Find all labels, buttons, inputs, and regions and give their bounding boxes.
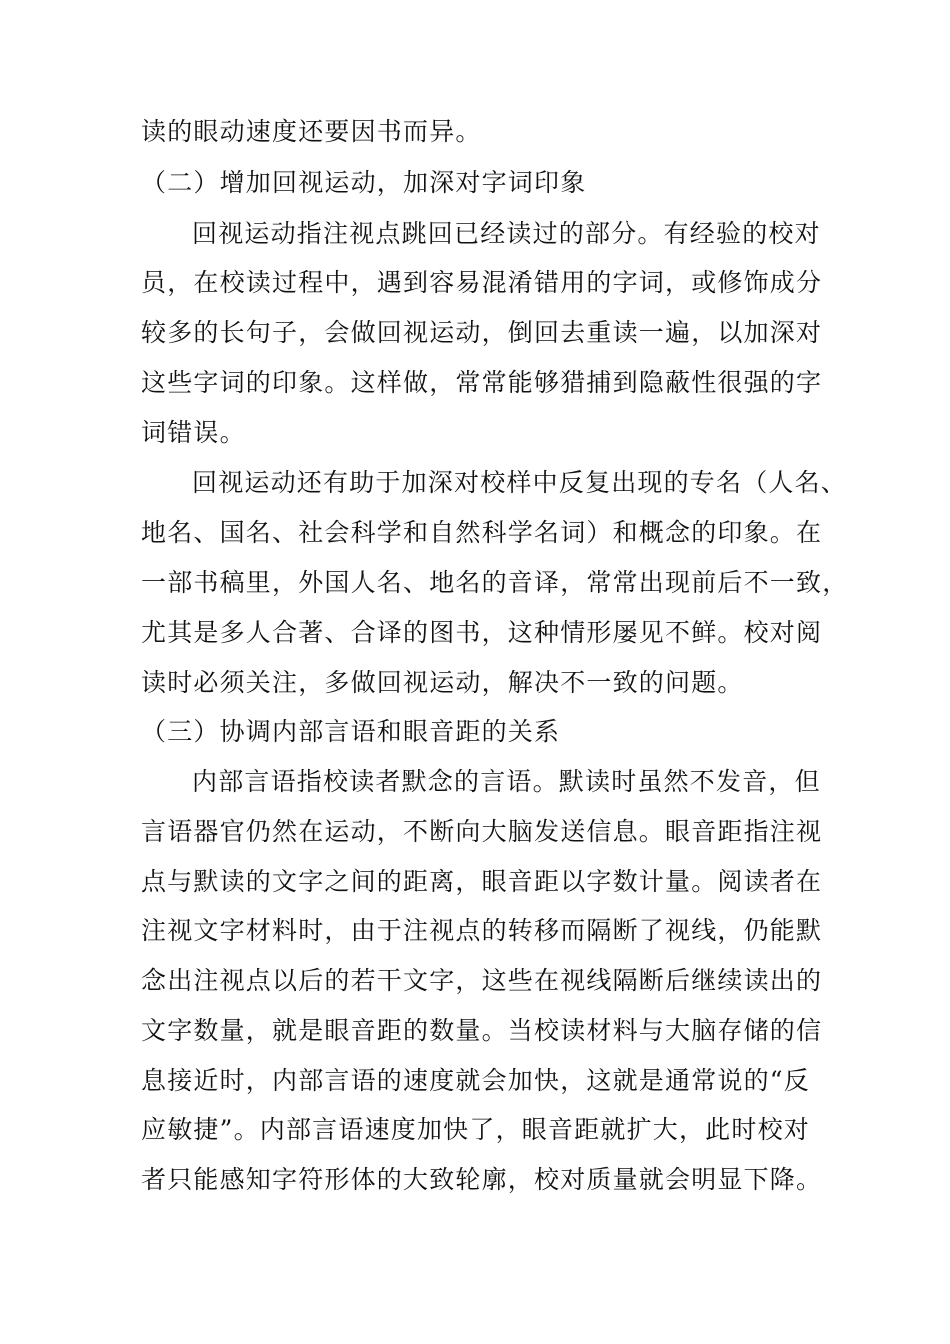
text-line-11: 尤其是多人合著、合译的图书，这种情形屡见不鲜。校对阅 <box>141 618 823 647</box>
text-line-8: 回视运动还有助于加深对校样中反复出现的专名（人名、 <box>192 468 848 497</box>
text-line-14: 内部言语指校读者默念的言语。默读时虽然不发音，但 <box>192 767 821 796</box>
text-line-6: 这些字词的印象。这样做，常常能够猎捕到隐蔽性很强的字 <box>141 368 823 397</box>
text-line-21: 应敏捷”。内部言语速度加快了，眼音距就扩大，此时校对 <box>141 1115 810 1144</box>
text-line-20: 息接近时，内部言语的速度就会加快，这就是通常说的“反 <box>141 1066 810 1095</box>
text-line-9: 地名、国名、社会科学和自然科学名词）和概念的印象。在 <box>141 518 823 547</box>
section-heading-3: （三）协调内部言语和眼音距的关系 <box>141 717 561 746</box>
text-line-19: 文字数量，就是眼音距的数量。当校读材料与大脑存储的信 <box>141 1016 823 1045</box>
text-line-10: 一部书稿里，外国人名、地名的音译，常常出现前后不一致， <box>141 568 849 597</box>
text-line-16: 点与默读的文字之间的距离，眼音距以字数计量。阅读者在 <box>141 867 823 896</box>
text-line-3: 回视运动指注视点跳回已经读过的部分。有经验的校对 <box>192 219 821 248</box>
text-line-17: 注视文字材料时，由于注视点的转移而隔断了视线，仍能默 <box>141 916 823 945</box>
text-line-4: 员，在校读过程中，遇到容易混淆错用的字词，或修饰成分 <box>141 268 823 297</box>
text-line-22: 者只能感知字符形体的大致轮廓，校对质量就会明显下降。 <box>141 1165 823 1194</box>
text-line-1: 读的眼动速度还要因书而异。 <box>141 117 482 146</box>
text-line-12: 读时必须关注，多做回视运动，解决不一致的问题。 <box>141 668 744 697</box>
text-line-18: 念出注视点以后的若干文字，这些在视线隔断后继续读出的 <box>141 966 823 995</box>
section-heading-2: （二）增加回视运动，加深对字词印象 <box>141 168 587 197</box>
text-line-7: 词错误。 <box>141 418 246 447</box>
text-line-15: 言语器官仍然在运动，不断向大脑发送信息。眼音距指注视 <box>141 817 823 846</box>
text-line-5: 较多的长句子，会做回视运动，倒回去重读一遍，以加深对 <box>141 318 823 347</box>
